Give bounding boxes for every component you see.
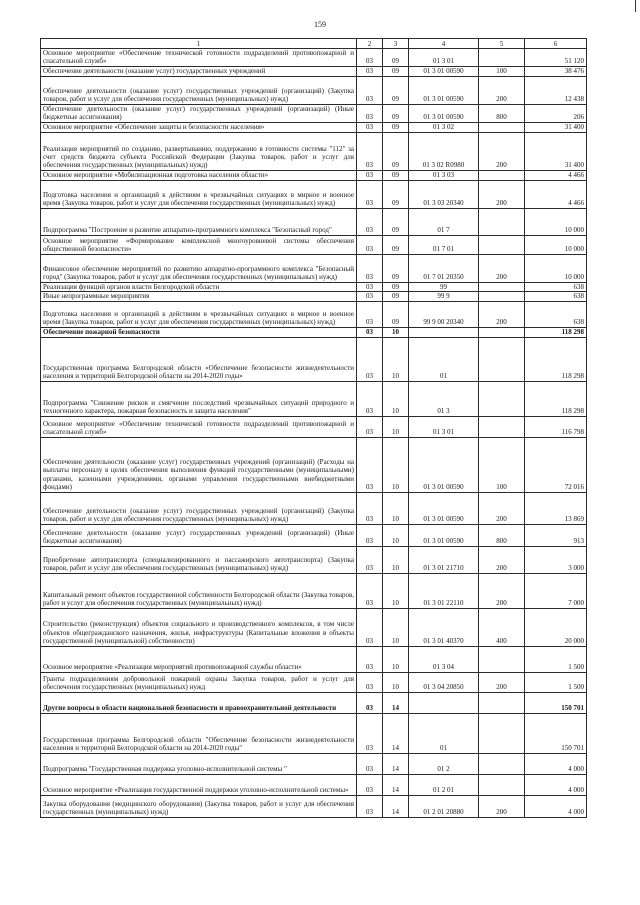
row-amount: 206 — [525, 104, 587, 122]
row-target-article: 01 3 03 20340 — [409, 180, 479, 208]
row-name: Подпрограмма "Государственная поддержка уголовно-исполнительной системы " — [41, 753, 357, 774]
row-name: Обеспечение пожарной безопасности — [41, 327, 357, 337]
row-target-article: 99 — [409, 282, 479, 291]
row-subsection: 09 — [383, 235, 409, 254]
budget-table — [40, 38, 587, 818]
row-section: 03 — [357, 208, 383, 235]
table-row — [41, 208, 587, 235]
row-section: 03 — [357, 254, 383, 282]
row-expense-type — [479, 170, 525, 180]
row-amount: 913 — [525, 524, 587, 546]
table-row — [41, 170, 587, 180]
row-expense-type: 100 — [479, 66, 525, 76]
row-amount: 638 — [525, 282, 587, 291]
row-expense-type — [479, 646, 525, 672]
row-subsection: 09 — [383, 170, 409, 180]
row-section: 03 — [357, 774, 383, 795]
row-subsection: 10 — [383, 492, 409, 524]
row-amount: 10 000 — [525, 235, 587, 254]
row-expense-type — [479, 208, 525, 235]
row-expense-type: 200 — [479, 76, 525, 104]
row-target-article: 01 3 01 00590 — [409, 76, 479, 104]
row-section: 03 — [357, 180, 383, 208]
row-expense-type — [479, 49, 525, 67]
row-target-article: 01 3 01 00590 — [409, 104, 479, 122]
scan-edge-mark — [635, 0, 636, 12]
row-expense-type: 200 — [479, 672, 525, 692]
row-target-article: 01 3 01 00590 — [409, 66, 479, 76]
table-row — [41, 608, 587, 646]
row-target-article: 01 3 04 — [409, 646, 479, 672]
table-row — [41, 122, 587, 132]
row-expense-type: 800 — [479, 524, 525, 546]
row-target-article: 01 3 03 — [409, 170, 479, 180]
row-target-article — [409, 692, 479, 713]
row-amount: 3 000 — [525, 546, 587, 573]
table-row — [41, 49, 587, 67]
header-cell: 4 — [409, 39, 479, 49]
row-name: Капитальный ремонт объектов государственной собственности Белгородской области (Закупка товаров, работ и услуг для обеспечения государственных (муниципальных) нужд) — [41, 573, 357, 608]
row-amount: 118 298 — [525, 381, 587, 416]
row-amount: 51 120 — [525, 49, 587, 67]
row-name: Обеспечение деятельности (оказание услуг) государственных учреждений (организаций) (Иные бюджетные ассигнования) — [41, 104, 357, 122]
row-section: 03 — [357, 692, 383, 713]
row-name: Государственная программа Белгородской области «Обеспечение безопасности жизнедеятельности населения и территорий Белгородской области на 2014-2020 годы» — [41, 337, 357, 381]
row-section: 03 — [357, 573, 383, 608]
row-expense-type: 200 — [479, 546, 525, 573]
row-section: 03 — [357, 546, 383, 573]
row-target-article: 01 7 01 20350 — [409, 254, 479, 282]
row-expense-type — [479, 416, 525, 437]
row-expense-type: 200 — [479, 301, 525, 327]
row-section: 03 — [357, 524, 383, 546]
header-cell: 6 — [525, 39, 587, 49]
row-name: Обеспечение деятельности (оказание услуг) государственных учреждений (организаций) (Иные бюджетные ассигнования) — [41, 524, 357, 546]
table-row — [41, 672, 587, 692]
row-target-article: 01 3 02 R0980 — [409, 132, 479, 170]
row-target-article: 01 3 01 22110 — [409, 573, 479, 608]
row-section: 03 — [357, 437, 383, 492]
row-subsection: 10 — [383, 646, 409, 672]
row-section: 03 — [357, 76, 383, 104]
table-row — [41, 692, 587, 713]
table-row — [41, 292, 587, 301]
table-row — [41, 795, 587, 817]
row-subsection: 14 — [383, 774, 409, 795]
row-target-article: 01 3 01 00590 — [409, 524, 479, 546]
table-row — [41, 301, 587, 327]
row-expense-type — [479, 235, 525, 254]
row-target-article: 01 3 01 00590 — [409, 492, 479, 524]
row-expense-type — [479, 122, 525, 132]
row-subsection: 10 — [383, 672, 409, 692]
row-amount: 38 476 — [525, 66, 587, 76]
row-subsection: 10 — [383, 546, 409, 573]
row-subsection: 09 — [383, 292, 409, 301]
row-expense-type: 200 — [479, 254, 525, 282]
row-subsection: 10 — [383, 437, 409, 492]
header-cell: 5 — [479, 39, 525, 49]
row-expense-type: 200 — [479, 573, 525, 608]
row-section: 03 — [357, 235, 383, 254]
row-amount: 116 798 — [525, 416, 587, 437]
row-name: Финансовое обеспечение мероприятий по развитию аппаратно-программного комплекса "Безопасный город" (Закупка товаров, работ и услуг для обеспечения государственных (муниципальных) нужд) — [41, 254, 357, 282]
table-row — [41, 416, 587, 437]
row-name: Подпрограмма "Построение и развитие аппаратно-программного комплекса "Безопасный город" — [41, 208, 357, 235]
table-row — [41, 254, 587, 282]
table-row — [41, 646, 587, 672]
row-amount: 150 701 — [525, 713, 587, 753]
row-expense-type — [479, 713, 525, 753]
row-target-article — [409, 327, 479, 337]
row-amount: 7 000 — [525, 573, 587, 608]
row-target-article: 99 9 00 20340 — [409, 301, 479, 327]
row-amount: 4 000 — [525, 774, 587, 795]
row-subsection: 10 — [383, 381, 409, 416]
row-expense-type: 400 — [479, 608, 525, 646]
row-section: 03 — [357, 492, 383, 524]
table-row — [41, 437, 587, 492]
row-target-article: 01 2 01 20880 — [409, 795, 479, 817]
row-subsection: 09 — [383, 301, 409, 327]
row-subsection: 14 — [383, 713, 409, 753]
table-row — [41, 180, 587, 208]
table-row — [41, 66, 587, 76]
row-amount: 118 298 — [525, 337, 587, 381]
row-name: Закупка оборудования (медицинского оборудования) (Закупка товаров, работ и услуг для обеспечения государственных (муниципальных) нужд) — [41, 795, 357, 817]
row-amount: 10 000 — [525, 254, 587, 282]
row-amount: 10 000 — [525, 208, 587, 235]
row-subsection: 09 — [383, 66, 409, 76]
row-subsection: 09 — [383, 76, 409, 104]
row-section: 03 — [357, 337, 383, 381]
table-row — [41, 132, 587, 170]
table-row — [41, 492, 587, 524]
row-name: Основное мероприятие «Мобилизационная подготовка населения области» — [41, 170, 357, 180]
row-name: Обеспечение деятельности (оказание услуг) государственных учреждений (организаций) (Закупка товаров, работ и услуг для обеспечения государственных (муниципальных) нужд) — [41, 492, 357, 524]
row-section: 03 — [357, 66, 383, 76]
row-section: 03 — [357, 132, 383, 170]
row-amount: 638 — [525, 292, 587, 301]
row-section: 03 — [357, 49, 383, 67]
row-target-article: 01 3 01 — [409, 416, 479, 437]
table-row — [41, 573, 587, 608]
row-name: Подготовка населения и организаций к действиям в чрезвычайных ситуациях в мирное и военное время (Закупка товаров, работ и услуг для обеспечения государственных (муниципальных) нужд) — [41, 180, 357, 208]
table-row — [41, 235, 587, 254]
table-row — [41, 337, 587, 381]
row-subsection: 09 — [383, 180, 409, 208]
row-expense-type — [479, 753, 525, 774]
row-subsection: 09 — [383, 254, 409, 282]
header-cell: 3 — [383, 39, 409, 49]
table-row — [41, 104, 587, 122]
row-section: 03 — [357, 122, 383, 132]
table-row — [41, 76, 587, 104]
row-amount: 4 000 — [525, 753, 587, 774]
row-section: 03 — [357, 646, 383, 672]
row-name: Реализация мероприятий по созданию, развертыванию, поддержанию в готовности системы "112" за счет средств бюджета субъекта Российской Федерации (Закупка товаров, работ и услуг для обеспечения государственных (муниципальных) нужд) — [41, 132, 357, 170]
row-name: Государственная программа Белгородской области "Обеспечение безопасности жизнедеятельности населения и территорий Белгородской области на 2014-2020 годы" — [41, 713, 357, 753]
row-target-article: 01 7 01 — [409, 235, 479, 254]
row-section: 03 — [357, 713, 383, 753]
row-subsection: 09 — [383, 282, 409, 291]
row-expense-type: 800 — [479, 104, 525, 122]
row-expense-type: 100 — [479, 437, 525, 492]
row-subsection: 10 — [383, 337, 409, 381]
row-target-article: 01 — [409, 337, 479, 381]
row-section: 03 — [357, 327, 383, 337]
row-target-article: 01 7 — [409, 208, 479, 235]
table-header-row — [41, 39, 587, 49]
row-amount: 638 — [525, 301, 587, 327]
row-expense-type — [479, 337, 525, 381]
row-subsection: 10 — [383, 327, 409, 337]
row-section: 03 — [357, 170, 383, 180]
row-name: Основное мероприятие «Реализация государственной поддержки уголовно-исполнительной системы» — [41, 774, 357, 795]
row-section: 03 — [357, 381, 383, 416]
row-subsection: 10 — [383, 524, 409, 546]
row-amount: 1 500 — [525, 646, 587, 672]
row-target-article: 01 2 — [409, 753, 479, 774]
row-amount: 4 466 — [525, 180, 587, 208]
row-amount: 31 400 — [525, 132, 587, 170]
row-section: 03 — [357, 672, 383, 692]
row-target-article: 01 3 04 20850 — [409, 672, 479, 692]
row-amount: 4 000 — [525, 795, 587, 817]
row-amount: 150 701 — [525, 692, 587, 713]
row-section: 03 — [357, 104, 383, 122]
row-name: Приобретение автотранспорта (специализированного и пассажирского автотранспорта) (Закупка товаров, работ и услуг для обеспечения государственных (муниципальных) нужд) — [41, 546, 357, 573]
row-subsection: 10 — [383, 608, 409, 646]
row-name: Строительство (реконструкция) объектов социального и производственного комплексов, в том числе объектов общегражданского назначения, жилья, инфраструктуры (Капитальные вложения в объекты государственной (муниципальной) собственности) — [41, 608, 357, 646]
row-subsection: 14 — [383, 753, 409, 774]
row-name: Другие вопросы в области национальной безопасности и правоохранительной деятельности — [41, 692, 357, 713]
row-amount: 1 500 — [525, 672, 587, 692]
row-target-article: 01 3 02 — [409, 122, 479, 132]
row-name: Подпрограмма "Снижение рисков и смягчение последствий чрезвычайных ситуаций природного и техногенного характера, пожарная безопасность и защита населения" — [41, 381, 357, 416]
table-row — [41, 282, 587, 291]
row-target-article: 01 3 01 21710 — [409, 546, 479, 573]
row-target-article: 01 3 01 40370 — [409, 608, 479, 646]
row-amount: 72 016 — [525, 437, 587, 492]
table-row — [41, 713, 587, 753]
table-row — [41, 381, 587, 416]
table-row — [41, 327, 587, 337]
row-target-article: 01 3 01 — [409, 49, 479, 67]
row-section: 03 — [357, 608, 383, 646]
table-body — [41, 49, 587, 818]
row-expense-type — [479, 282, 525, 291]
row-subsection: 14 — [383, 795, 409, 817]
row-subsection: 09 — [383, 49, 409, 67]
row-subsection: 09 — [383, 122, 409, 132]
row-name: Гранты подразделениям добровольной пожарной охраны Закупка товаров, работ и услуг для обеспечения государственных (муниципальных) нужд — [41, 672, 357, 692]
row-expense-type — [479, 692, 525, 713]
row-subsection: 09 — [383, 208, 409, 235]
row-expense-type: 200 — [479, 132, 525, 170]
row-target-article: 01 3 01 00590 — [409, 437, 479, 492]
row-expense-type — [479, 292, 525, 301]
row-target-article: 01 — [409, 713, 479, 753]
row-section: 03 — [357, 292, 383, 301]
row-name: Основное мероприятие «Обеспечение технической готовности подразделений противопожарной и спасательной служб» — [41, 49, 357, 67]
row-expense-type: 200 — [479, 492, 525, 524]
row-section: 03 — [357, 301, 383, 327]
row-name: Реализация функций органов власти Белгородской области — [41, 282, 357, 291]
row-name: Основное мероприятие «Реализация мероприятий противопожарной службы области» — [41, 646, 357, 672]
row-target-article: 01 2 01 — [409, 774, 479, 795]
header-cell: 1 — [41, 39, 357, 49]
row-name: Обеспечение деятельности (оказание услуг) государственных учреждений (организаций) (Закупка товаров, работ и услуг для обеспечения государственных (муниципальных) нужд) — [41, 76, 357, 104]
row-name: Иные непрограммные мероприятия — [41, 292, 357, 301]
row-expense-type: 200 — [479, 795, 525, 817]
row-section: 03 — [357, 416, 383, 437]
row-section: 03 — [357, 753, 383, 774]
row-section: 03 — [357, 795, 383, 817]
row-amount: 13 869 — [525, 492, 587, 524]
row-name: Обеспечение деятельности (оказание услуг) государственных учреждений — [41, 66, 357, 76]
row-expense-type: 200 — [479, 180, 525, 208]
row-expense-type — [479, 381, 525, 416]
row-subsection: 09 — [383, 104, 409, 122]
row-subsection: 14 — [383, 692, 409, 713]
row-subsection: 10 — [383, 573, 409, 608]
row-subsection: 10 — [383, 416, 409, 437]
table-row — [41, 774, 587, 795]
table-row — [41, 524, 587, 546]
row-name: Основное мероприятие «Формирование комплексной многоуровневой системы обеспечения общественной безопасности» — [41, 235, 357, 254]
row-amount: 4 466 — [525, 170, 587, 180]
table-row — [41, 546, 587, 573]
row-subsection: 09 — [383, 132, 409, 170]
row-target-article: 99 9 — [409, 292, 479, 301]
row-name: Основное мероприятие «Обеспечение технической готовности подразделений противопожарной и спасательной служб» — [41, 416, 357, 437]
row-amount: 31 400 — [525, 122, 587, 132]
row-expense-type — [479, 327, 525, 337]
row-name: Основное мероприятие «Обеспечение защиты и безопасности населения» — [41, 122, 357, 132]
row-name: Обеспечение деятельности (оказание услуг) государственных учреждений (организаций) (Расходы на выплаты персоналу в целях обеспечения выполнения функций государственными (муниципальными) органами, казенными учреждениями, органами управления государственными внебюджетными фондами) — [41, 437, 357, 492]
row-amount: 20 000 — [525, 608, 587, 646]
row-name: Подготовка населения и организаций к действиям в чрезвычайных ситуациях в мирное и военное время (Закупка товаров, работ и услуг для обеспечения государственных (муниципальных) нужд) — [41, 301, 357, 327]
row-section: 03 — [357, 282, 383, 291]
header-cell: 2 — [357, 39, 383, 49]
page-number: 159 — [314, 20, 326, 29]
row-target-article: 01 3 — [409, 381, 479, 416]
table-row — [41, 753, 587, 774]
row-amount: 12 438 — [525, 76, 587, 104]
row-amount: 118 298 — [525, 327, 587, 337]
row-expense-type — [479, 774, 525, 795]
